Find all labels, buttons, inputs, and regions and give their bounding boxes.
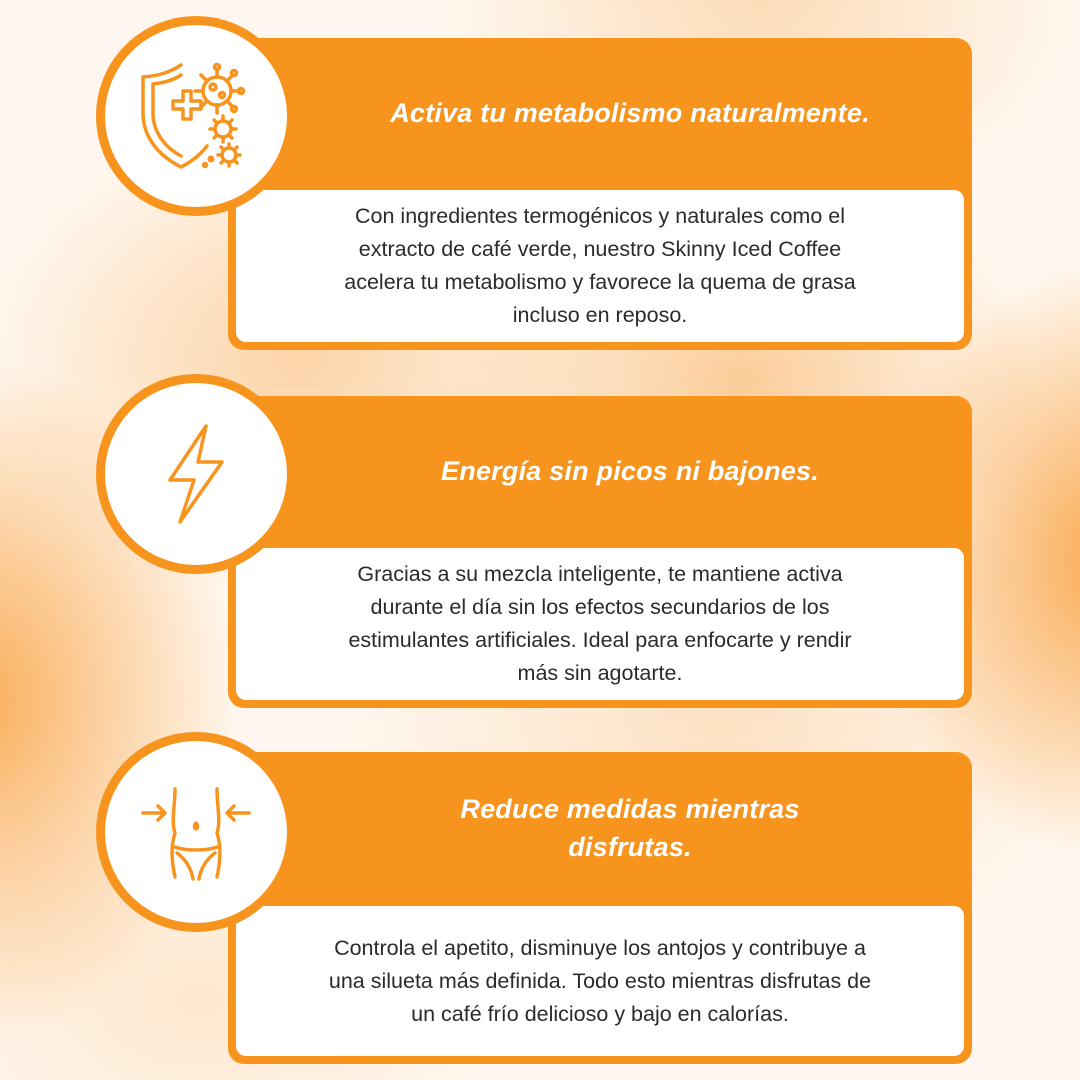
benefit-measures (0, 720, 1080, 1080)
lightning-bolt-icon (136, 414, 256, 534)
benefit-title: Activa tu metabolismo naturalmente. (390, 98, 870, 128)
waist-measure-icon (131, 767, 261, 897)
benefit-title: Energía sin picos ni bajones. (441, 456, 819, 486)
benefit-card (228, 38, 972, 350)
benefit-description: Controla el apetito, disminuye los antojos y contribuye a una silueta más definida. Todo esto mientras disfrutas de un café frío delicioso y bajo en calorías. (236, 906, 964, 1056)
benefit-card (228, 752, 972, 1064)
benefit-icon-circle (96, 16, 296, 216)
benefit-title: Reduce medidas mientras disfrutas. (460, 794, 800, 862)
benefit-icon-circle (96, 374, 296, 574)
benefit-energy (0, 360, 1080, 720)
benefit-metabolism (0, 0, 1080, 360)
benefit-description: Gracias a su mezcla inteligente, te mantiene activa durante el día sin los efectos secundarios de los estimulantes artificiales. Ideal para enfocarte y rendir más sin agotarte. (236, 548, 964, 700)
shield-virus-icon (131, 51, 261, 181)
benefit-card (228, 396, 972, 708)
benefit-description: Con ingredientes termogénicos y naturales como el extracto de café verde, nuestro Skinny Iced Coffee acelera tu metabolismo y favorece la quema de grasa incluso en reposo. (236, 190, 964, 342)
benefit-icon-circle (96, 732, 296, 932)
